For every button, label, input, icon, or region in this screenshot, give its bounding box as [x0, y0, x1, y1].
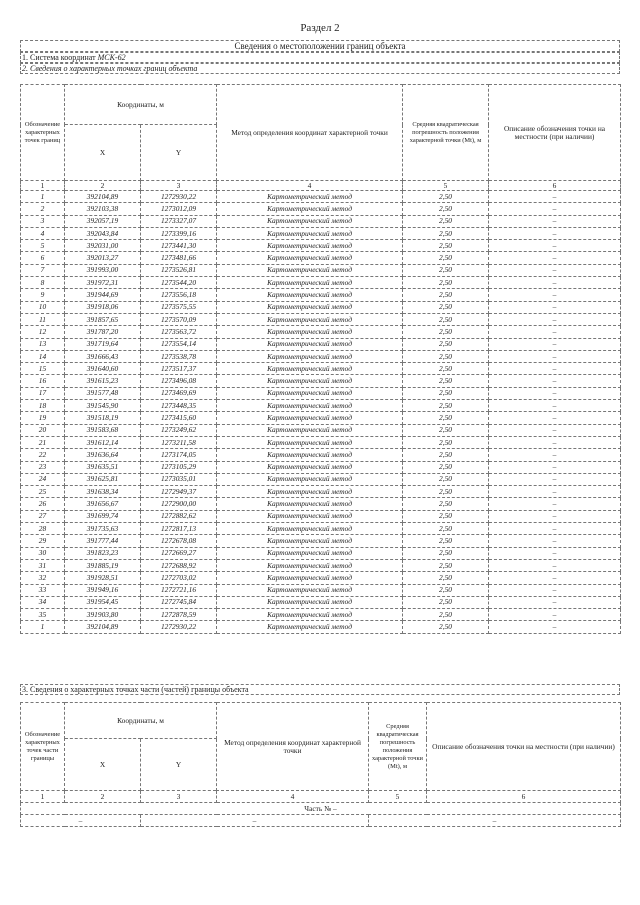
- description-cell: –: [489, 301, 621, 313]
- description-cell: –: [489, 363, 621, 375]
- table-row: [21, 215, 621, 227]
- table-row: [21, 240, 621, 252]
- precision-cell: 2,50: [403, 572, 489, 584]
- parts-section-label: 3. Сведения о характерных точках части (частей) границы объекта: [22, 685, 249, 694]
- x-cell: 391699,74: [65, 510, 141, 522]
- y-cell: 1273538,78: [141, 350, 217, 362]
- x-cell: 392043,84: [65, 227, 141, 239]
- description-cell: –: [489, 313, 621, 325]
- y-cell: 1273469,69: [141, 387, 217, 399]
- precision-cell: 2,50: [403, 609, 489, 621]
- table-row: [21, 252, 621, 264]
- x-cell: 391944,69: [65, 289, 141, 301]
- precision-cell: 2,50: [403, 486, 489, 498]
- precision-cell: 2,50: [403, 301, 489, 313]
- point-cell: 17: [21, 387, 65, 399]
- table-row: [21, 289, 621, 301]
- method-cell: Картометрический метод: [217, 363, 403, 375]
- x-cell: 391857,65: [65, 313, 141, 325]
- point-cell: 10: [21, 301, 65, 313]
- description-cell: –: [489, 596, 621, 608]
- precision-cell: 2,50: [403, 436, 489, 448]
- col-number: 2: [65, 791, 141, 803]
- method-cell: Картометрический метод: [217, 227, 403, 239]
- precision-cell: 2,50: [403, 252, 489, 264]
- col-number: 5: [403, 181, 489, 191]
- table-row: [21, 486, 621, 498]
- method-cell: Картометрический метод: [217, 387, 403, 399]
- precision-cell: 2,50: [403, 596, 489, 608]
- point-cell: 25: [21, 486, 65, 498]
- y-cell: 1273174,05: [141, 449, 217, 461]
- empty-cell: –: [369, 815, 621, 827]
- description-cell: –: [489, 350, 621, 362]
- x-cell: 391719,64: [65, 338, 141, 350]
- points-section-label: 2. Сведения о характерных точках границ объекта: [22, 64, 198, 73]
- description-cell: –: [489, 215, 621, 227]
- method-cell: Картометрический метод: [217, 375, 403, 387]
- description-cell: –: [489, 375, 621, 387]
- point-cell: 27: [21, 510, 65, 522]
- description-cell: –: [489, 240, 621, 252]
- description-cell: –: [489, 621, 621, 633]
- precision-cell: 2,50: [403, 227, 489, 239]
- point-cell: 21: [21, 436, 65, 448]
- col-header-y: Y: [141, 125, 217, 181]
- table-row: [21, 535, 621, 547]
- col-header-point: Обозначение характерных точек части границы: [21, 703, 65, 791]
- table-row: [21, 375, 621, 387]
- x-cell: 391615,23: [65, 375, 141, 387]
- table-row: [21, 338, 621, 350]
- x-cell: 392104,89: [65, 621, 141, 633]
- y-cell: 1273249,62: [141, 424, 217, 436]
- x-cell: 392103,38: [65, 203, 141, 215]
- y-cell: 1272817,13: [141, 523, 217, 535]
- y-cell: 1273481,66: [141, 252, 217, 264]
- x-cell: 391787,20: [65, 326, 141, 338]
- point-cell: 11: [21, 313, 65, 325]
- point-cell: 22: [21, 449, 65, 461]
- precision-cell: 2,50: [403, 547, 489, 559]
- description-cell: –: [489, 326, 621, 338]
- method-cell: Картометрический метод: [217, 621, 403, 633]
- method-cell: Картометрический метод: [217, 609, 403, 621]
- point-cell: 34: [21, 596, 65, 608]
- table-row: [21, 277, 621, 289]
- description-cell: –: [489, 277, 621, 289]
- table-row: [21, 313, 621, 325]
- x-cell: 391583,68: [65, 424, 141, 436]
- point-cell: 3: [21, 215, 65, 227]
- col-number: 1: [21, 181, 65, 191]
- point-cell: 13: [21, 338, 65, 350]
- table-row: [21, 584, 621, 596]
- col-number: 6: [427, 791, 621, 803]
- table-row: [21, 473, 621, 485]
- points-table-body: [21, 191, 621, 634]
- method-cell: Картометрический метод: [217, 350, 403, 362]
- x-cell: 392057,19: [65, 215, 141, 227]
- description-cell: –: [489, 424, 621, 436]
- empty-cell: –: [21, 815, 141, 827]
- x-cell: 391949,16: [65, 584, 141, 596]
- y-cell: 1273441,30: [141, 240, 217, 252]
- y-cell: 1272678,08: [141, 535, 217, 547]
- x-cell: 392104,89: [65, 191, 141, 203]
- method-cell: Картометрический метод: [217, 510, 403, 522]
- description-cell: –: [489, 584, 621, 596]
- x-cell: 391635,51: [65, 461, 141, 473]
- x-cell: 391656,67: [65, 498, 141, 510]
- method-cell: Картометрический метод: [217, 535, 403, 547]
- table-row: [21, 523, 621, 535]
- col-header-x: X: [65, 125, 141, 181]
- x-cell: 391518,19: [65, 412, 141, 424]
- point-cell: 23: [21, 461, 65, 473]
- point-cell: 8: [21, 277, 65, 289]
- method-cell: Картометрический метод: [217, 203, 403, 215]
- x-cell: 391666,43: [65, 350, 141, 362]
- point-cell: 19: [21, 412, 65, 424]
- method-cell: Картометрический метод: [217, 486, 403, 498]
- col-header-description: Описание обозначения точки на местности (при наличии): [427, 703, 621, 791]
- method-cell: Картометрический метод: [217, 572, 403, 584]
- precision-cell: 2,50: [403, 375, 489, 387]
- method-cell: Картометрический метод: [217, 313, 403, 325]
- col-number: 1: [21, 791, 65, 803]
- description-cell: –: [489, 338, 621, 350]
- y-cell: 1272669,27: [141, 547, 217, 559]
- method-cell: Картометрический метод: [217, 523, 403, 535]
- x-cell: 392031,00: [65, 240, 141, 252]
- point-cell: 1: [21, 191, 65, 203]
- precision-cell: 2,50: [403, 215, 489, 227]
- y-cell: 1273556,18: [141, 289, 217, 301]
- precision-cell: 2,50: [403, 191, 489, 203]
- description-cell: –: [489, 498, 621, 510]
- precision-cell: 2,50: [403, 289, 489, 301]
- x-cell: 391577,48: [65, 387, 141, 399]
- description-cell: –: [489, 252, 621, 264]
- y-cell: 1272930,22: [141, 621, 217, 633]
- precision-cell: 2,50: [403, 240, 489, 252]
- x-cell: 392013,27: [65, 252, 141, 264]
- coordinate-system-value: МСК-62: [97, 53, 126, 62]
- point-cell: 14: [21, 350, 65, 362]
- method-cell: Картометрический метод: [217, 424, 403, 436]
- point-cell: 2: [21, 203, 65, 215]
- col-header-precision: Средняя квадратическая погрешность положения характерной точки (Mt), м: [369, 703, 427, 791]
- y-cell: 1272721,16: [141, 584, 217, 596]
- col-number: 5: [369, 791, 427, 803]
- point-cell: 33: [21, 584, 65, 596]
- method-cell: Картометрический метод: [217, 584, 403, 596]
- y-cell: 1273035,01: [141, 473, 217, 485]
- points-table: [20, 84, 621, 634]
- empty-cell: –: [141, 815, 369, 827]
- table-row: [21, 363, 621, 375]
- table-row: [21, 449, 621, 461]
- x-cell: 391885,19: [65, 559, 141, 571]
- table-row: [21, 387, 621, 399]
- y-cell: 1273105,29: [141, 461, 217, 473]
- method-cell: Картометрический метод: [217, 547, 403, 559]
- description-cell: –: [489, 203, 621, 215]
- point-cell: 5: [21, 240, 65, 252]
- point-cell: 12: [21, 326, 65, 338]
- method-cell: Картометрический метод: [217, 215, 403, 227]
- table-row: [21, 436, 621, 448]
- table-row: [21, 400, 621, 412]
- description-cell: –: [489, 473, 621, 485]
- col-number: 4: [217, 791, 369, 803]
- point-cell: 4: [21, 227, 65, 239]
- y-cell: 1272882,62: [141, 510, 217, 522]
- point-cell: 6: [21, 252, 65, 264]
- y-cell: 1272949,37: [141, 486, 217, 498]
- method-cell: Картометрический метод: [217, 412, 403, 424]
- description-cell: –: [489, 400, 621, 412]
- precision-cell: 2,50: [403, 326, 489, 338]
- method-cell: Картометрический метод: [217, 289, 403, 301]
- point-cell: 32: [21, 572, 65, 584]
- description-cell: –: [489, 449, 621, 461]
- precision-cell: 2,50: [403, 277, 489, 289]
- col-header-description: Описание обозначения точки на местности (при наличии): [489, 85, 621, 181]
- table-row: [21, 350, 621, 362]
- table-row: [21, 572, 621, 584]
- point-cell: 15: [21, 363, 65, 375]
- x-cell: 391625,81: [65, 473, 141, 485]
- point-cell: 35: [21, 609, 65, 621]
- col-header-x: X: [65, 739, 141, 791]
- coordinate-system-line: [20, 52, 620, 63]
- point-cell: 20: [21, 424, 65, 436]
- y-cell: 1273570,09: [141, 313, 217, 325]
- x-cell: 391954,45: [65, 596, 141, 608]
- y-cell: 1273544,20: [141, 277, 217, 289]
- description-cell: –: [489, 523, 621, 535]
- method-cell: Картометрический метод: [217, 252, 403, 264]
- point-cell: 30: [21, 547, 65, 559]
- description-cell: –: [489, 412, 621, 424]
- table-row: [21, 461, 621, 473]
- y-cell: 1273448,35: [141, 400, 217, 412]
- y-cell: 1272703,02: [141, 572, 217, 584]
- coordinate-system-label: 1. Система координат: [22, 53, 96, 62]
- method-cell: Картометрический метод: [217, 338, 403, 350]
- y-cell: 1273211,58: [141, 436, 217, 448]
- point-cell: 16: [21, 375, 65, 387]
- precision-cell: 2,50: [403, 424, 489, 436]
- method-cell: Картометрический метод: [217, 596, 403, 608]
- x-cell: 391545,90: [65, 400, 141, 412]
- y-cell: 1272900,00: [141, 498, 217, 510]
- x-cell: 391777,44: [65, 535, 141, 547]
- y-cell: 1273517,37: [141, 363, 217, 375]
- method-cell: Картометрический метод: [217, 264, 403, 276]
- table-row: [21, 412, 621, 424]
- x-cell: 391918,06: [65, 301, 141, 313]
- precision-cell: 2,50: [403, 363, 489, 375]
- method-cell: Картометрический метод: [217, 498, 403, 510]
- description-cell: –: [489, 486, 621, 498]
- y-cell: 1273327,07: [141, 215, 217, 227]
- col-header-method: Метод определения координат характерной точки: [217, 703, 369, 791]
- description-cell: –: [489, 535, 621, 547]
- col-header-coords: Координаты, м: [65, 703, 217, 739]
- description-cell: –: [489, 461, 621, 473]
- y-cell: 1273575,55: [141, 301, 217, 313]
- description-cell: –: [489, 436, 621, 448]
- method-cell: Картометрический метод: [217, 326, 403, 338]
- table-row: [21, 301, 621, 313]
- x-cell: 391823,23: [65, 547, 141, 559]
- y-cell: 1273554,14: [141, 338, 217, 350]
- precision-cell: 2,50: [403, 584, 489, 596]
- x-cell: 391993,00: [65, 264, 141, 276]
- method-cell: Картометрический метод: [217, 449, 403, 461]
- method-cell: Картометрический метод: [217, 301, 403, 313]
- table-row: [21, 424, 621, 436]
- precision-cell: 2,50: [403, 400, 489, 412]
- precision-cell: 2,50: [403, 313, 489, 325]
- col-header-point: Обозначение характерных точек границ: [21, 85, 65, 181]
- col-number: 6: [489, 181, 621, 191]
- description-cell: –: [489, 387, 621, 399]
- precision-cell: 2,50: [403, 350, 489, 362]
- precision-cell: 2,50: [403, 559, 489, 571]
- precision-cell: 2,50: [403, 387, 489, 399]
- precision-cell: 2,50: [403, 412, 489, 424]
- point-cell: 26: [21, 498, 65, 510]
- point-cell: 9: [21, 289, 65, 301]
- table-row: [21, 621, 621, 633]
- point-cell: 28: [21, 523, 65, 535]
- method-cell: Картометрический метод: [217, 473, 403, 485]
- description-cell: –: [489, 227, 621, 239]
- table-row: [21, 547, 621, 559]
- description-cell: –: [489, 559, 621, 571]
- precision-cell: 2,50: [403, 264, 489, 276]
- table-row: [21, 227, 621, 239]
- precision-cell: 2,50: [403, 461, 489, 473]
- table-row: [21, 191, 621, 203]
- point-cell: 1: [21, 621, 65, 633]
- description-cell: –: [489, 289, 621, 301]
- section-subtitle: Сведения о местоположении границ объекта: [234, 41, 406, 51]
- col-header-method: Метод определения координат характерной точки: [217, 85, 403, 181]
- description-cell: –: [489, 609, 621, 621]
- method-cell: Картометрический метод: [217, 277, 403, 289]
- table-row: [21, 596, 621, 608]
- precision-cell: 2,50: [403, 338, 489, 350]
- y-cell: 1272930,22: [141, 191, 217, 203]
- col-header-precision: Средняя квадратическая погрешность положения характерной точки (Mt), м: [403, 85, 489, 181]
- precision-cell: 2,50: [403, 510, 489, 522]
- y-cell: 1272745,84: [141, 596, 217, 608]
- point-cell: 7: [21, 264, 65, 276]
- y-cell: 1273012,09: [141, 203, 217, 215]
- point-cell: 29: [21, 535, 65, 547]
- precision-cell: 2,50: [403, 621, 489, 633]
- y-cell: 1273526,81: [141, 264, 217, 276]
- y-cell: 1272878,59: [141, 609, 217, 621]
- y-cell: 1273563,72: [141, 326, 217, 338]
- description-cell: –: [489, 547, 621, 559]
- x-cell: 391636,64: [65, 449, 141, 461]
- x-cell: 391612,14: [65, 436, 141, 448]
- x-cell: 391903,80: [65, 609, 141, 621]
- part-number-label: Часть № –: [21, 803, 621, 815]
- x-cell: 391640,60: [65, 363, 141, 375]
- point-cell: 31: [21, 559, 65, 571]
- table-row: [21, 326, 621, 338]
- description-cell: –: [489, 572, 621, 584]
- y-cell: 1273415,60: [141, 412, 217, 424]
- precision-cell: 2,50: [403, 498, 489, 510]
- precision-cell: 2,50: [403, 535, 489, 547]
- precision-cell: 2,50: [403, 473, 489, 485]
- col-number: 2: [65, 181, 141, 191]
- x-cell: 391638,34: [65, 486, 141, 498]
- col-number: 3: [141, 181, 217, 191]
- y-cell: 1272688,92: [141, 559, 217, 571]
- table-row: [21, 264, 621, 276]
- description-cell: –: [489, 264, 621, 276]
- method-cell: Картометрический метод: [217, 400, 403, 412]
- method-cell: Картометрический метод: [217, 436, 403, 448]
- table-row: [21, 510, 621, 522]
- point-cell: 18: [21, 400, 65, 412]
- method-cell: Картометрический метод: [217, 559, 403, 571]
- col-number: 3: [141, 791, 217, 803]
- precision-cell: 2,50: [403, 203, 489, 215]
- description-cell: –: [489, 510, 621, 522]
- method-cell: Картометрический метод: [217, 461, 403, 473]
- table-row: [21, 559, 621, 571]
- col-number: 4: [217, 181, 403, 191]
- table-row: [21, 498, 621, 510]
- x-cell: 391928,51: [65, 572, 141, 584]
- method-cell: Картометрический метод: [217, 191, 403, 203]
- col-header-coords: Координаты, м: [65, 85, 217, 125]
- point-cell: 24: [21, 473, 65, 485]
- precision-cell: 2,50: [403, 523, 489, 535]
- table-row: [21, 609, 621, 621]
- y-cell: 1273496,08: [141, 375, 217, 387]
- section-title: Раздел 2: [300, 22, 340, 34]
- col-header-y: Y: [141, 739, 217, 791]
- precision-cell: 2,50: [403, 449, 489, 461]
- table-row: [21, 203, 621, 215]
- parts-table: [20, 702, 621, 827]
- x-cell: 391972,31: [65, 277, 141, 289]
- y-cell: 1273399,16: [141, 227, 217, 239]
- method-cell: Картометрический метод: [217, 240, 403, 252]
- x-cell: 391735,63: [65, 523, 141, 535]
- description-cell: –: [489, 191, 621, 203]
